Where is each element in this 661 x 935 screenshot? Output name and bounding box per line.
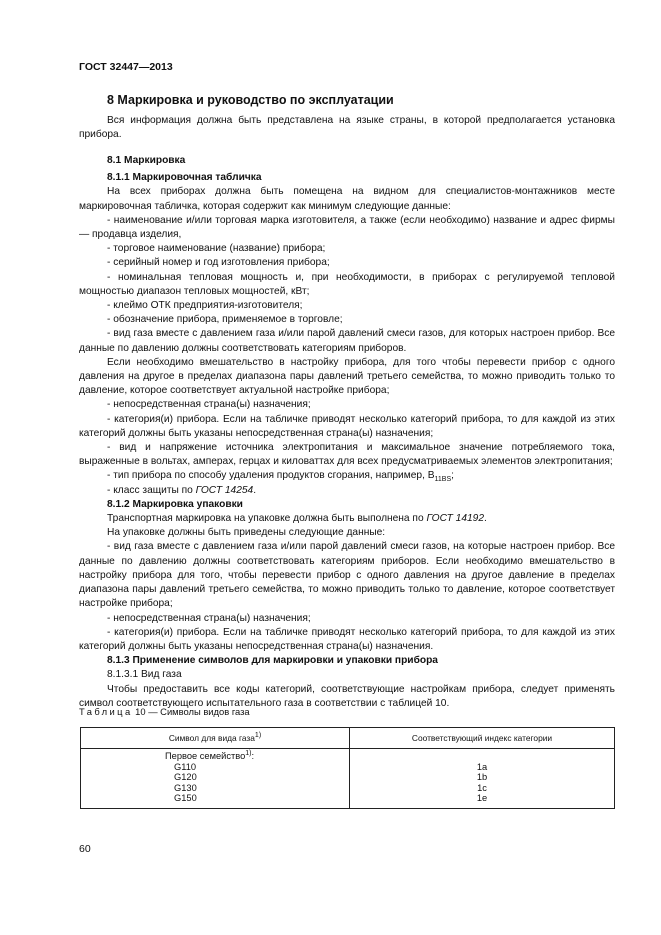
standard-reference: ГОСТ 14192 <box>426 513 484 525</box>
para-suffix: . <box>483 513 487 525</box>
index-cell <box>350 749 615 809</box>
list-item: - вид газа вместе с давлением газа и/или парой давлений смеси газов, на которые настроен прибор. Все данные по давлению должны соответствовать категориям приборов. Если необходимо вмешательство в настройку прибора для того, чтобы перевести прибор с одного давления на другое давление в пределах диапазона пары давлений третьего семейства, то можно приводить только то давление, которое соответствует настройке прибора; <box>79 541 615 610</box>
list-item: - категория(и) прибора. Если на табличке приводят несколько категорий прибора, то для каждой из этих категорий должны быть указаны непосредственная страна(ы) назначения; <box>79 413 615 439</box>
intro-paragraph: Вся информация должна быть представлена на языке страны, в которой предполагается установка прибора. <box>79 115 615 141</box>
list-item: - клеймо ОТК предприятия-изготовителя; <box>107 300 303 312</box>
main-text-block <box>79 154 615 711</box>
gas-symbol: G150 <box>174 793 197 804</box>
family-label: Первое семейство$^{1)}$: <box>165 749 255 761</box>
paragraph: На упаковке должны быть приведены следующие данные: <box>107 527 386 539</box>
list-item: - наименование и/или торговая марка изготовителя, а также (если необходимо) название и адрес фирмы — продавца изделия, <box>79 214 615 241</box>
list-item: - вид газа вместе с давлением газа и/или парой давлений смеси газов, для которых настроен прибор. Все данные по давлению должны соответствовать категориям приборов. <box>79 328 615 354</box>
table-header-row <box>81 728 615 749</box>
gas-symbol: G130 <box>174 782 197 793</box>
heading-8-1: 8.1 Маркировка <box>107 155 186 166</box>
heading-8-1-3: 8.1.3 Применение символов для маркировки и упаковки прибора <box>107 655 438 667</box>
list-item-appliance-type <box>79 469 615 483</box>
paragraph <box>79 512 615 526</box>
table-caption-word: Таблица <box>79 706 133 717</box>
category-index: 1e <box>476 793 488 804</box>
para-text: Транспортная маркировка на упаковке должна быть выполнена по <box>107 513 427 525</box>
gas-symbol: G110 <box>174 761 197 772</box>
table-row <box>81 749 615 809</box>
list-item: - непосредственная страна(ы) назначения; <box>107 612 311 624</box>
paragraph: Чтобы предоставить все коды категорий, соответствующие настройкам прибора, следует применять символ соответствующего испытательного газа в соответствии с таблицей 10. <box>79 683 615 709</box>
list-item: - категория(и) прибора. Если на табличке приводят несколько категорий прибора, то для каждой из этих категорий должны быть указаны непосредственная страна(ы) назначения. <box>79 626 615 652</box>
gas-symbol: G120 <box>174 772 197 783</box>
standard-header: ГОСТ 32447—2013 <box>79 61 173 73</box>
gas-symbols-table <box>80 727 615 809</box>
paragraph: На всех приборах должна быть помещена на видном для специалистов-монтажников месте маркировочная табличка, которая содержит как минимум следующие данные: <box>79 186 615 212</box>
table-caption <box>79 706 250 717</box>
column-header-symbol: Символ для вида газа$^{1)}$ <box>81 728 350 749</box>
type-text: - тип прибора по способу удаления продуктов сгорания, например, B <box>107 470 435 482</box>
index-spacer <box>350 751 614 762</box>
heading-8-1-2: 8.1.2 Маркировка упаковки <box>107 498 243 510</box>
list-item-protection-class <box>79 484 615 498</box>
category-index: 1b <box>476 772 488 783</box>
category-index: 1a <box>476 761 488 772</box>
heading-8-1-1: 8.1.1 Маркировочная табличка <box>107 172 262 184</box>
category-index: 1c <box>477 782 487 793</box>
list-item: - номинальная тепловая мощность и, при необходимости, в приборах с регулируемой тепловой мощностью диапазон тепловых мощностей, кВт; <box>79 271 615 297</box>
type-subscript: 11BS <box>434 476 452 484</box>
heading-8-1-3-1: 8.1.3.1 Вид газа <box>107 669 182 681</box>
column-header-index: Соответствующий индекс категории <box>350 728 615 749</box>
list-item: - торговое наименование (название) прибора; <box>107 243 326 255</box>
list-item: - вид и напряжение источника электропитания и максимальное значение потребляемого тока, выраженные в вольтах, амперах, герцах и киловаттах для всех предусматриваемых элементов электропитания; <box>79 442 615 468</box>
paragraph: Если необходимо вмешательство в настройку прибора, для того чтобы перевести прибор с одного давления на другое в пределах диапазона пары давлений третьего семейства, то можно приводить только то давление, которое соответствует актуальной настройке прибора; <box>79 356 615 397</box>
page-number: 60 <box>79 843 91 855</box>
list-item: - серийный номер и год изготовления прибора; <box>107 257 330 269</box>
intro-block <box>79 114 615 142</box>
list-item: - обозначение прибора, применяемое в торговле; <box>107 314 343 326</box>
type-suffix: ; <box>451 470 454 482</box>
table-caption-text: 10 — Символы видов газа <box>132 706 250 717</box>
class-text: - класс защиты по <box>107 484 196 496</box>
standard-reference: ГОСТ 14254 <box>195 484 254 496</box>
class-suffix: . <box>253 484 257 496</box>
list-item: - непосредственная страна(ы) назначения; <box>107 399 311 411</box>
symbol-cell <box>81 749 350 809</box>
section-title: 8 Маркировка и руководство по эксплуатации <box>107 93 394 107</box>
